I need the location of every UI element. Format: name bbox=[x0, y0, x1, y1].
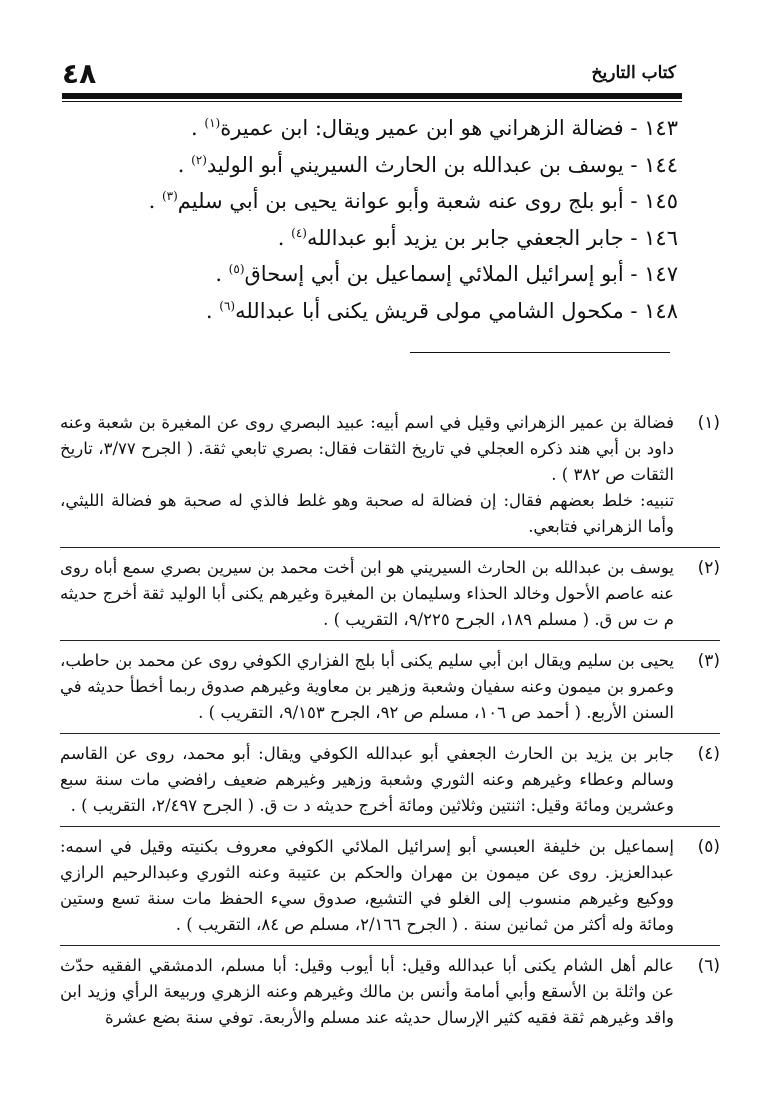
entry-text: ١٤٤ - يوسف بن عبدالله بن الحارث السيريني أبو الوليد bbox=[206, 152, 678, 177]
footnote-text bbox=[60, 834, 674, 938]
footnote-4 bbox=[60, 741, 720, 819]
footnote-divider bbox=[60, 547, 720, 548]
footnote-paragraph: جابر بن يزيد بن الحارث الجعفي أبو عبدالله الكوفي ويقال: أبو محمد، روى عن القاسم وسالم وعطاء وغيرهم وعنه الثوري وشعبة وزهير وغيرهم ضعيف رافضي مات سنة سبع وعشرين ومائة وقيل: اثنتين وثلاثين ومائة أخرج حديثه د ت ق. ( الجرح ٢/٤٩٧، التقريب ) . bbox=[60, 744, 674, 815]
page-number: ٤٨ bbox=[62, 56, 97, 90]
entry-text: ١٤٥ - أبو بلج روى عنه شعبة وأبو عوانة يحيى بن أبي سليم bbox=[177, 189, 678, 213]
footnote-divider bbox=[60, 826, 720, 827]
entry-tail: . bbox=[177, 152, 192, 177]
footnote-paragraph: يوسف بن عبدالله بن الحارث السيريني هو ابن أخت محمد بن سيرين بصري سمع أباه روى عنه عاصم الأحول وخالد الحذاء وسليمان بن المغيرة وغيرهم يكنى أبا الوليد ثقة أخرج حديثه م ت س ق. ( مسلم ١٨٩، الجرح ٩/٢٢٥، التقريب ) . bbox=[60, 558, 674, 629]
entry-text: ١٤٧ - أبو إسرائيل الملائي إسماعيل بن أبي إسحاق bbox=[244, 262, 678, 286]
footnote-number: (١) bbox=[697, 413, 720, 433]
running-title: كتاب التاريخ bbox=[591, 63, 676, 83]
footnote-ref[interactable]: (٤) bbox=[291, 225, 307, 240]
entry-tail: . bbox=[191, 116, 205, 140]
footnote-text bbox=[60, 953, 674, 1031]
entry-tail: . bbox=[148, 189, 162, 213]
main-entry-143 bbox=[78, 110, 678, 147]
footnote-ref[interactable]: (٦) bbox=[219, 298, 236, 313]
footnote-5 bbox=[60, 834, 720, 938]
main-entry-148 bbox=[78, 293, 678, 330]
footnote-number: (٢) bbox=[697, 558, 720, 578]
footnote-text bbox=[60, 410, 674, 540]
entry-text: ١٤٦ - جابر الجعفي جابر بن يزيد أبو عبدالله bbox=[306, 225, 678, 250]
footnote-ref[interactable]: (٢) bbox=[191, 152, 207, 167]
footnote-2 bbox=[60, 555, 720, 633]
footnote-number: (٦) bbox=[697, 956, 720, 976]
footnote-paragraph: عالم أهل الشام يكنى أبا عبدالله وقيل: أبا أيوب وقيل: أبا مسلم، الدمشقي الفقيه حدّث عن واثلة بن الأسقع وأبي أمامة وأنس بن مالك وغيرهم وعنه الزهري وربيعة الرأي وزيد ابن واقد وغيرهم ثقة فقيه كثير الإرسال حديثه عند مسلم والأربعة. توفي سنة بضع عشرة bbox=[60, 956, 674, 1027]
footnote-separator bbox=[410, 352, 670, 353]
main-entry-145 bbox=[78, 183, 678, 220]
footnote-1 bbox=[60, 410, 720, 540]
entry-tail: . bbox=[205, 298, 220, 323]
entry-tail: . bbox=[277, 225, 292, 250]
footnote-divider bbox=[60, 640, 720, 641]
footnote-ref[interactable]: (١) bbox=[204, 116, 221, 130]
header-rule-thin bbox=[62, 101, 682, 102]
footnote-number: (٥) bbox=[697, 837, 720, 857]
footnote-6 bbox=[60, 953, 720, 1031]
footnote-ref[interactable]: (٥) bbox=[228, 262, 245, 276]
footnote-paragraph: يحيى بن سليم ويقال ابن أبي سليم يكنى أبا بلج الفزاري الكوفي روى عن محمد بن حاطب، وعمرو بن ميمون وعنه سفيان وشعبة وزهير بن معاوية وغيرهم صدوق ربما أخطأ حديثه في السنن الأربع. ( أحمد ص ١٠٦، مسلم ص ٩٢، الجرح ٩/١٥٣، التقريب ) . bbox=[60, 651, 674, 722]
footnote-paragraph: إسماعيل بن خليفة العبسي أبو إسرائيل الملائي الكوفي معروف بكنيته وقيل في اسمه: عبدالعزيز. روى عن ميمون بن مهران والحكم بن عتيبة وعنه الثوري وعبدالرحيم الرازي ووكيع وغيرهم منسوب إلى الغلو في التشيع، صدوق سيء الحفظ مات سنة تسع وستين ومائة وله أكثر من ثمانين سنة . ( الجرح ٢/١٦٦، مسلم ص ٨٤، التقريب ) . bbox=[60, 837, 674, 934]
entry-text: ١٤٨ - مكحول الشامي مولى قريش يكنى أبا عبدالله bbox=[235, 298, 678, 323]
entry-tail: . bbox=[215, 262, 229, 286]
footnote-number: (٤) bbox=[697, 744, 720, 764]
footnote-divider bbox=[60, 945, 720, 946]
main-entry-147 bbox=[78, 256, 678, 293]
footnote-text bbox=[60, 648, 674, 726]
footnote-paragraph: تنبيه: خلط بعضهم فقال: إن فضالة له صحبة وهو غلط فالذي له صحبة هو فضالة الليثي، وأما الزهراني فتابعي. bbox=[60, 491, 674, 536]
main-entry-144 bbox=[78, 147, 678, 184]
footnote-divider bbox=[60, 733, 720, 734]
footnote-text bbox=[60, 555, 674, 633]
main-entry-146 bbox=[78, 220, 678, 257]
main-entries-list bbox=[78, 110, 678, 329]
page-header bbox=[62, 56, 682, 90]
entry-text: ١٤٣ - فضالة الزهراني هو ابن عمير ويقال: ابن عميرة bbox=[220, 116, 678, 140]
footnote-ref[interactable]: (٣) bbox=[161, 189, 178, 203]
header-rule-thick bbox=[62, 93, 682, 99]
footnotes-section bbox=[60, 410, 720, 1031]
footnote-number: (٣) bbox=[697, 651, 720, 671]
footnote-text bbox=[60, 741, 674, 819]
footnote-3 bbox=[60, 648, 720, 726]
footnote-paragraph: فضالة بن عمير الزهراني وقيل في اسم أبيه: عبيد البصري روى عن المغيرة بن شعبة وعنه داود بن أبي هند ذكره العجلي في تاريخ الثقات فقال: بصري تابعي ثقة. ( الجرح ٣/٧٧، تاريخ الثقات ص ٣٨٢ ) . bbox=[60, 413, 675, 484]
